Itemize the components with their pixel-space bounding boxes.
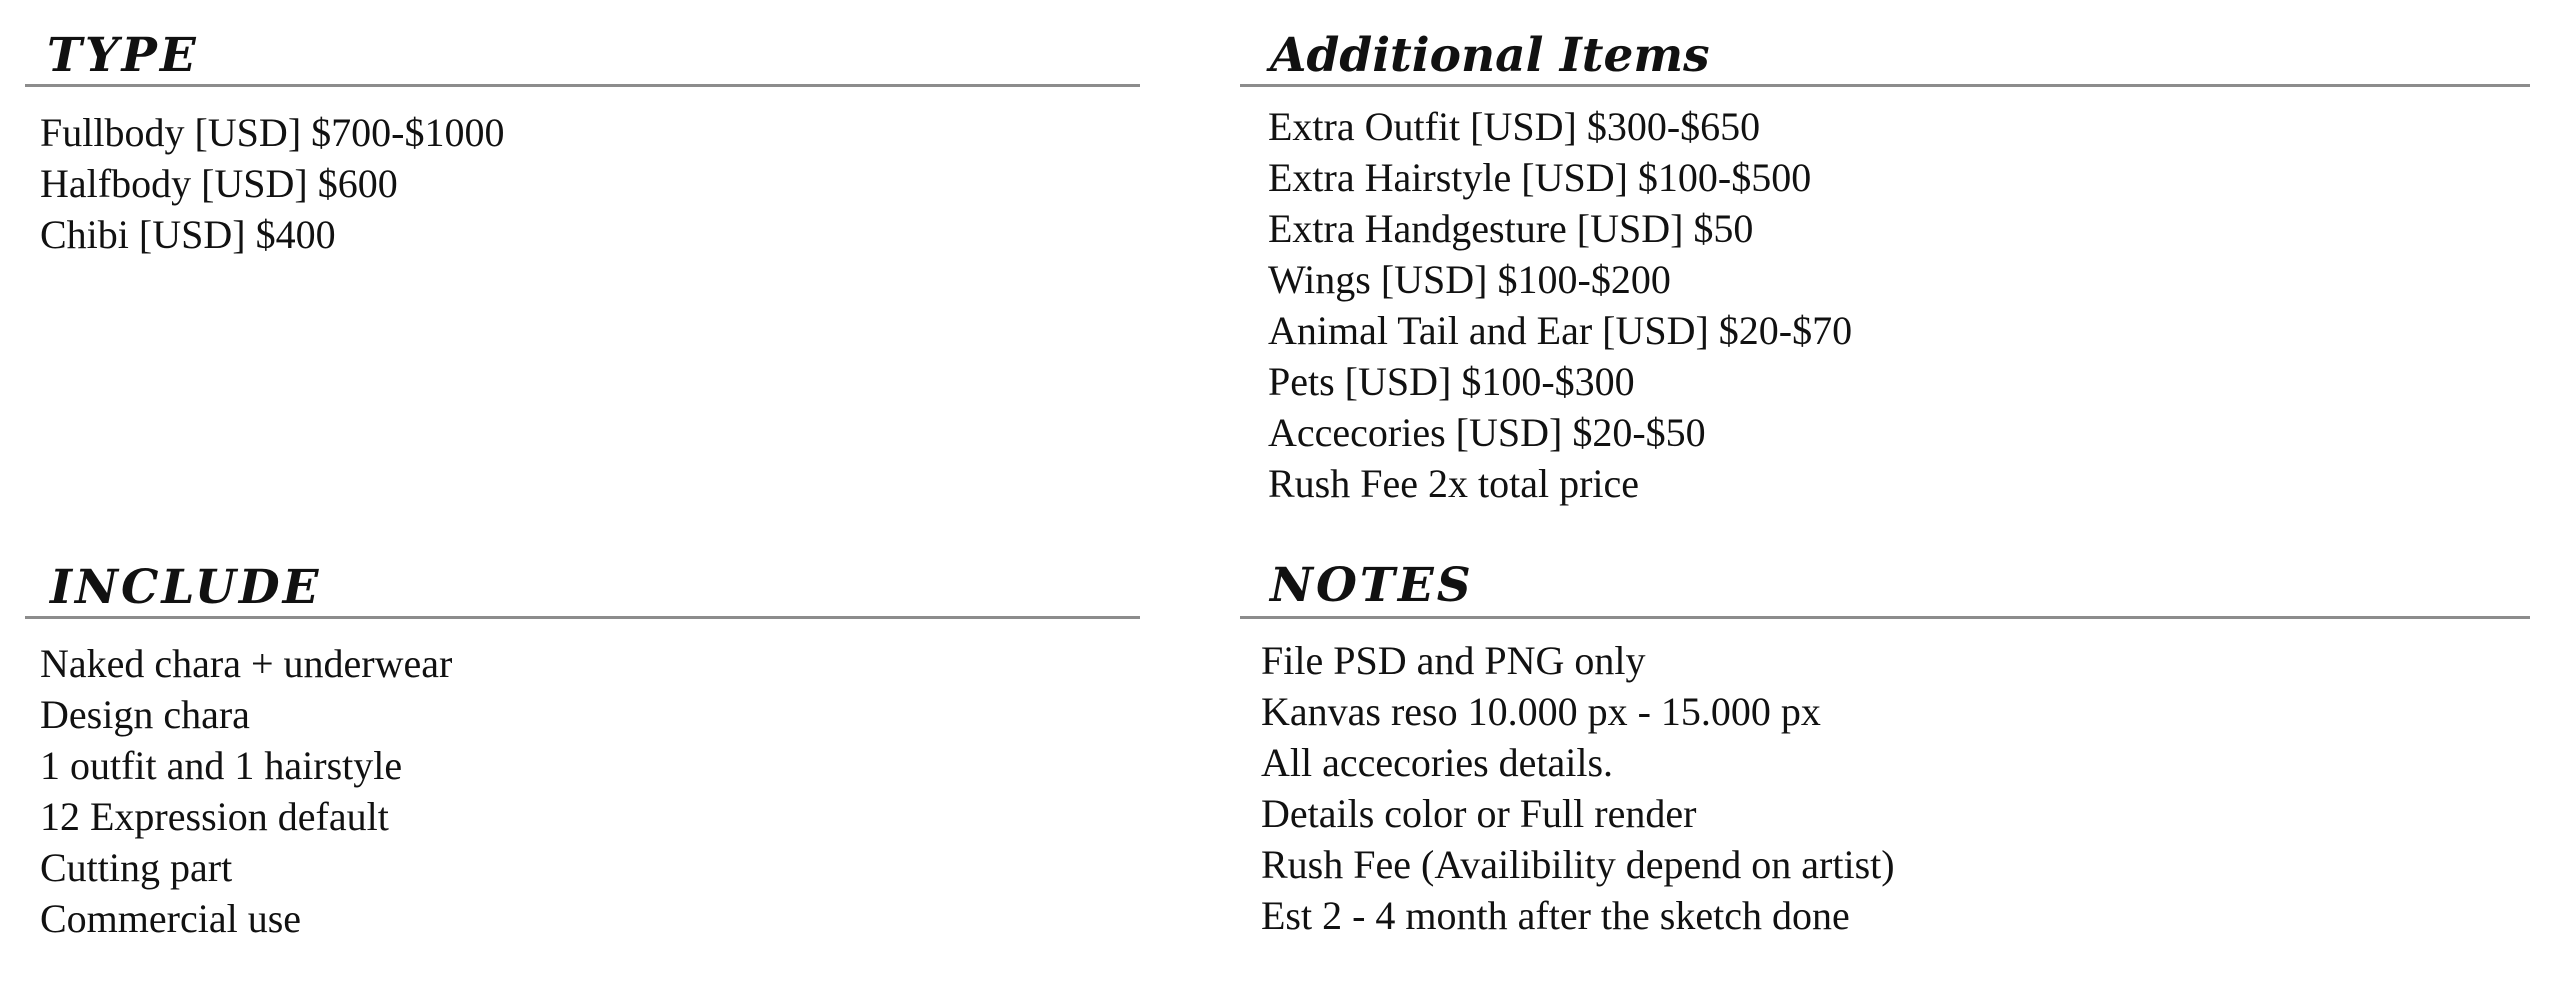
type-heading: TYPE — [47, 28, 199, 83]
additional-items-heading: Additional Items — [1270, 28, 1710, 83]
additional-items-list — [1268, 101, 1852, 509]
type-item-halfbody: Halfbody [USD] $600 — [40, 161, 398, 206]
additional-item-extra-hairstyle: Extra Hairstyle [USD] $100-$500 — [1268, 155, 1812, 200]
include-heading: INCLUDE — [50, 560, 322, 615]
notes-divider — [1240, 616, 2530, 619]
additional-item-rush-fee: Rush Fee 2x total price — [1268, 461, 1640, 506]
include-item-commercial-use: Commercial use — [40, 896, 302, 941]
notes-heading: NOTES — [1270, 558, 1474, 613]
type-divider — [25, 84, 1140, 87]
include-item-cutting-part: Cutting part — [40, 845, 233, 890]
type-list — [40, 107, 504, 260]
additional-item-wings: Wings [USD] $100-$200 — [1268, 257, 1671, 302]
notes-section — [1240, 560, 2530, 980]
additional-item-extra-outfit: Extra Outfit [USD] $300-$650 — [1268, 104, 1761, 149]
include-divider — [25, 616, 1140, 619]
type-item-fullbody: Fullbody [USD] $700-$1000 — [40, 110, 505, 155]
additional-item-pets: Pets [USD] $100-$300 — [1268, 359, 1635, 404]
notes-item-estimate: Est 2 - 4 month after the sketch done — [1261, 893, 1850, 938]
type-item-chibi: Chibi [USD] $400 — [40, 212, 336, 257]
notes-item-file-format: File PSD and PNG only — [1261, 638, 1646, 683]
notes-list — [1261, 635, 1895, 941]
include-item-outfit-hairstyle: 1 outfit and 1 hairstyle — [40, 743, 403, 788]
include-list — [40, 638, 452, 944]
notes-item-canvas-resolution: Kanvas reso 10.000 px - 15.000 px — [1261, 689, 1821, 734]
notes-item-render: Details color or Full render — [1261, 791, 1697, 836]
type-section — [25, 30, 1140, 270]
include-item-naked-chara: Naked chara + underwear — [40, 641, 453, 686]
include-item-expression: 12 Expression default — [40, 794, 389, 839]
additional-item-animal-tail-ear: Animal Tail and Ear [USD] $20-$70 — [1268, 308, 1853, 353]
additional-items-section — [1240, 30, 2530, 510]
include-item-design-chara: Design chara — [40, 692, 250, 737]
include-section — [25, 562, 1140, 982]
additional-item-extra-handgesture: Extra Handgesture [USD] $50 — [1268, 206, 1754, 251]
additional-item-accecories: Accecories [USD] $20-$50 — [1268, 410, 1706, 455]
notes-item-accecories-details: All accecories details. — [1261, 740, 1614, 785]
additional-items-divider — [1240, 84, 2530, 87]
notes-item-rush-fee: Rush Fee (Availibility depend on artist) — [1261, 842, 1895, 887]
